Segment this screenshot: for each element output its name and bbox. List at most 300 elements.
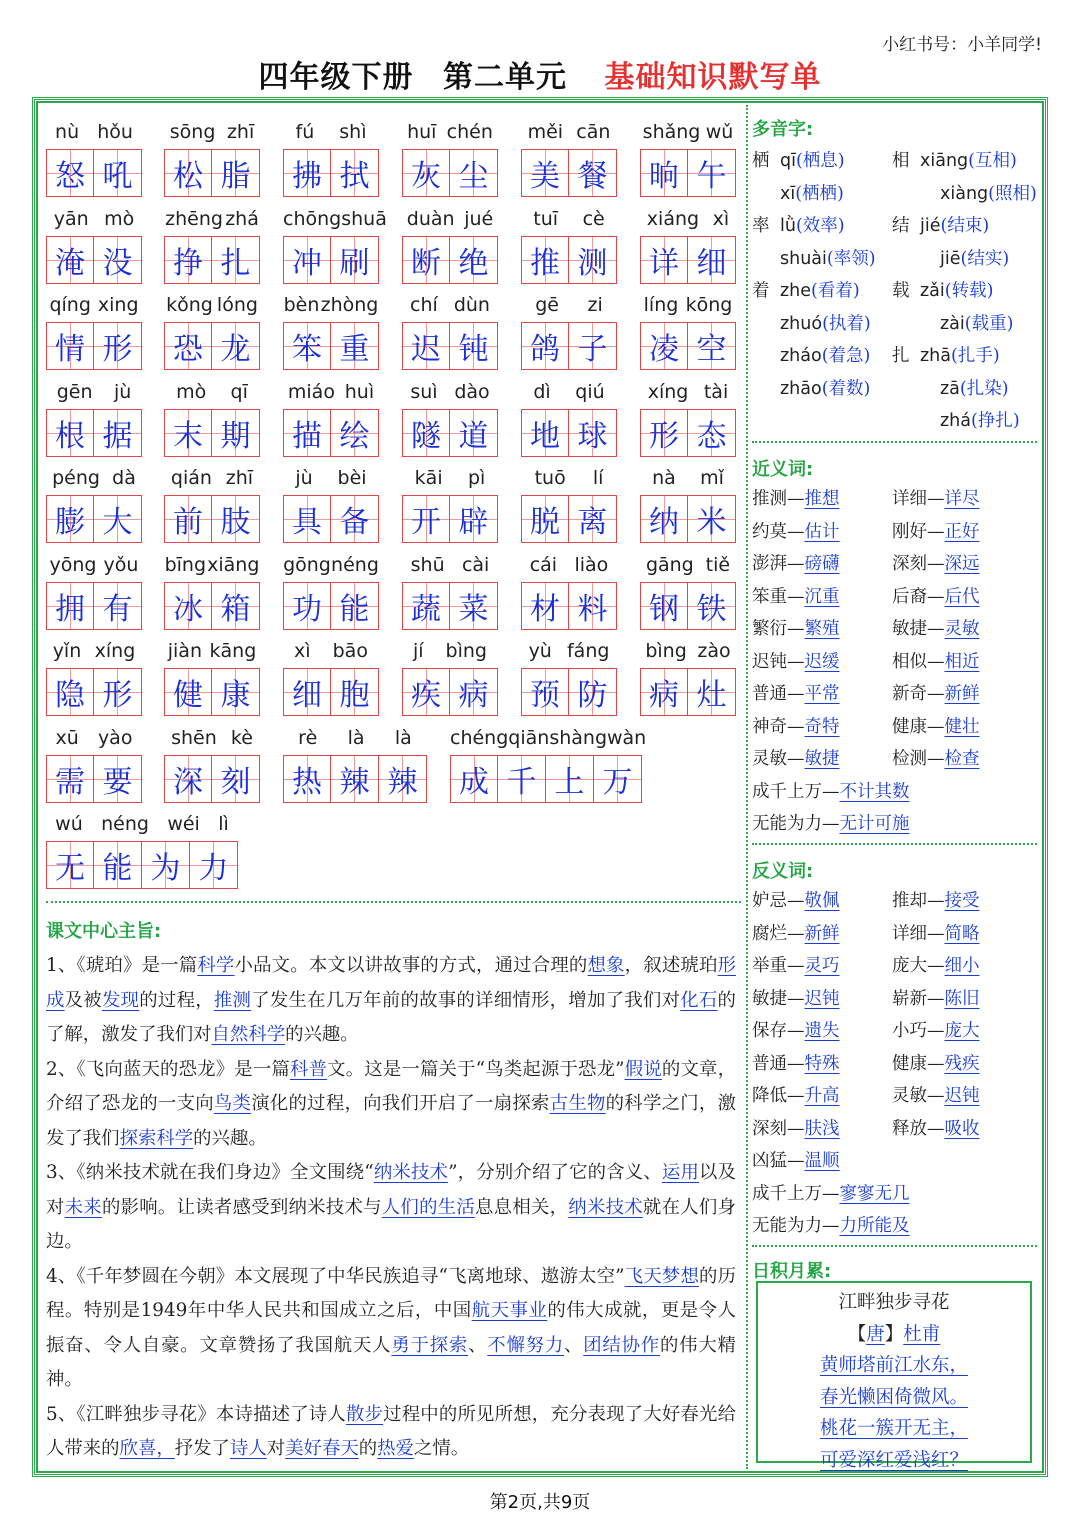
synonym-word: 迟钝 bbox=[752, 651, 787, 672]
hanzi-cell: 拂 bbox=[283, 149, 331, 197]
vocab-row bbox=[46, 121, 741, 208]
antonym-pair bbox=[892, 885, 980, 918]
vocab-word bbox=[402, 554, 498, 630]
paragraph-text: 文。这是一篇关于“鸟类起源于恐龙” bbox=[327, 1058, 625, 1080]
pinyin-syllable: lóng bbox=[216, 294, 258, 316]
hanzi-cell: 肢 bbox=[212, 495, 260, 543]
antonym-pair bbox=[892, 1015, 980, 1048]
pinyin-syllable: zào bbox=[697, 640, 731, 662]
synonym-pair bbox=[752, 776, 910, 809]
antonym-pair bbox=[752, 1015, 840, 1048]
vocab-boxes bbox=[164, 495, 260, 543]
vocab-word bbox=[283, 294, 379, 370]
poly-char: 扎 bbox=[892, 346, 910, 366]
poly-pinyin: zhá bbox=[940, 411, 972, 431]
hanzi-cell: 深 bbox=[164, 755, 212, 803]
vocab-boxes bbox=[521, 668, 617, 716]
vocab-word bbox=[521, 294, 617, 370]
keyword-blank: 团结协作 bbox=[583, 1334, 660, 1356]
hanzi-cell: 挣 bbox=[164, 236, 212, 284]
antonym-line bbox=[752, 983, 1037, 1016]
polyphonic-line bbox=[752, 308, 1037, 341]
synonym-word: 相似 bbox=[892, 651, 927, 672]
pinyin-syllable: yōng bbox=[49, 553, 97, 576]
hanzi-cell: 餐 bbox=[569, 149, 617, 197]
hanzi-cell: 预 bbox=[521, 668, 569, 716]
vocab-pinyin bbox=[640, 554, 736, 582]
pinyin-syllable: jué bbox=[464, 207, 494, 230]
dash: — bbox=[822, 814, 840, 834]
antonym-pair bbox=[892, 918, 980, 951]
pinyin-syllable: wàn bbox=[607, 726, 647, 749]
keyword-blank: 自然科学 bbox=[211, 1024, 286, 1045]
vocab-boxes bbox=[164, 582, 260, 630]
antonym-answer: 迟钝 bbox=[944, 1086, 980, 1106]
dash: — bbox=[787, 489, 805, 509]
hanzi-cell: 据 bbox=[94, 409, 142, 457]
vocab-pinyin bbox=[164, 640, 260, 668]
dash: — bbox=[927, 489, 945, 509]
hanzi-cell: 米 bbox=[688, 495, 736, 543]
title-unit: 第二单元 bbox=[443, 60, 567, 95]
hanzi-cell: 健 bbox=[164, 668, 212, 716]
vocab-boxes bbox=[640, 668, 736, 716]
pinyin-syllable: kāng bbox=[209, 640, 257, 662]
paragraph-text: 小品文。本文以讲故事的方式，通过合理的 bbox=[234, 955, 588, 976]
antonym-answer: 庞大 bbox=[944, 1021, 980, 1041]
paragraph-text: 之情。 bbox=[413, 1438, 470, 1459]
synonym-word: 新奇 bbox=[892, 684, 927, 704]
poly-word: (栖栖) bbox=[795, 183, 844, 204]
vocab-pinyin bbox=[402, 121, 498, 149]
pinyin-syllable: xiāng bbox=[207, 553, 260, 576]
page-number: 第2页,共9页 bbox=[489, 1492, 591, 1513]
paragraph-text: 、 bbox=[468, 1334, 488, 1356]
vocab-pinyin bbox=[164, 727, 260, 755]
pinyin-syllable: zi bbox=[587, 294, 603, 316]
antonym-answer: 寥寥无几 bbox=[839, 1183, 910, 1204]
synonym-word: 深刻 bbox=[892, 554, 927, 574]
pinyin-syllable: líng bbox=[643, 294, 679, 316]
hanzi-cell: 扎 bbox=[212, 236, 260, 284]
antonym-pair bbox=[752, 1080, 840, 1113]
bracket-open: 【 bbox=[847, 1323, 867, 1345]
vocab-boxes bbox=[402, 322, 498, 370]
synonym-line bbox=[752, 743, 1037, 776]
dash: — bbox=[787, 1021, 805, 1041]
vocab-word bbox=[164, 554, 260, 630]
antonym-pair bbox=[892, 1113, 980, 1146]
vocab-boxes bbox=[46, 322, 142, 370]
hanzi-cell: 菜 bbox=[450, 582, 498, 630]
polyphonic-section bbox=[752, 115, 1037, 438]
poem-author: 杜甫 bbox=[903, 1323, 941, 1345]
vocab-boxes bbox=[164, 149, 260, 197]
polyphonic-line bbox=[752, 178, 1037, 211]
vocab-word bbox=[402, 121, 498, 197]
antonym-word: 敏捷 bbox=[752, 988, 787, 1009]
vocab-word bbox=[164, 727, 260, 803]
theme-paragraph bbox=[46, 1260, 736, 1398]
vocab-word bbox=[521, 208, 617, 284]
vocab-boxes bbox=[402, 495, 498, 543]
hanzi-cell: 态 bbox=[688, 409, 736, 457]
pinyin-syllable: lì bbox=[218, 813, 229, 835]
vocab-word bbox=[640, 467, 736, 543]
vocab-boxes bbox=[283, 495, 379, 543]
polyphonic-entry bbox=[892, 145, 1017, 178]
pinyin-syllable: xì bbox=[294, 640, 311, 662]
synonym-line bbox=[752, 613, 1037, 646]
pinyin-syllable: cè bbox=[582, 207, 605, 230]
antonym-word: 崭新 bbox=[892, 988, 927, 1009]
pinyin-syllable: bāo bbox=[332, 640, 368, 662]
hanzi-cell: 成 bbox=[450, 755, 498, 803]
vocab-word bbox=[164, 467, 260, 543]
poly-word: (栖息) bbox=[795, 151, 845, 171]
vocab-boxes bbox=[283, 149, 379, 197]
antonym-pair bbox=[892, 950, 980, 983]
synonym-word: 澎湃 bbox=[752, 554, 787, 574]
vocab-boxes bbox=[46, 755, 142, 803]
pinyin-syllable: qiú bbox=[575, 380, 605, 403]
keyword-blank: 发现 bbox=[101, 989, 140, 1011]
vocab-boxes bbox=[283, 409, 379, 457]
antonym-word: 推却 bbox=[892, 891, 927, 911]
hanzi-cell: 重 bbox=[331, 322, 379, 370]
vocab-boxes bbox=[46, 409, 142, 457]
paragraph-text: 了发生在几万年前的故事的详细情形，增加了我们对 bbox=[251, 989, 681, 1011]
vocab-boxes bbox=[46, 495, 142, 543]
synonym-answer: 推想 bbox=[804, 489, 840, 509]
synonym-word: 笨重 bbox=[752, 586, 787, 607]
pinyin-syllable: duàn bbox=[406, 207, 455, 230]
vocab-boxes bbox=[521, 582, 617, 630]
antonym-pair bbox=[752, 1145, 840, 1178]
vocab-pinyin bbox=[640, 121, 736, 149]
pinyin-syllable: péng bbox=[52, 467, 100, 489]
vocab-pinyin bbox=[640, 381, 736, 409]
poem-lines bbox=[758, 1350, 1030, 1476]
poem-line bbox=[758, 1413, 1030, 1445]
vocab-word bbox=[283, 208, 387, 284]
keyword-blank: 探索科学 bbox=[119, 1127, 194, 1149]
antonym-line bbox=[752, 1113, 1037, 1146]
hanzi-cell: 具 bbox=[283, 495, 331, 543]
pinyin-syllable: chén bbox=[446, 121, 493, 143]
dash: — bbox=[787, 684, 805, 704]
daily-title: 日积月累: bbox=[752, 1261, 832, 1282]
vocab-pinyin bbox=[46, 121, 142, 149]
hanzi-cell: 为 bbox=[142, 841, 190, 889]
vocab-word bbox=[283, 640, 379, 716]
keyword-blank: 人们的生活 bbox=[381, 1196, 476, 1218]
antonym-answer: 新鲜 bbox=[804, 923, 840, 944]
vocab-row bbox=[46, 294, 741, 381]
dash: — bbox=[787, 521, 805, 542]
antonym-pair bbox=[752, 1048, 840, 1081]
hanzi-cell: 隐 bbox=[46, 668, 94, 716]
vocab-pinyin bbox=[283, 208, 387, 236]
pinyin-syllable: chōng bbox=[283, 207, 342, 230]
vocab-word bbox=[46, 813, 238, 889]
antonym-word: 深刻 bbox=[752, 1118, 787, 1139]
pinyin-syllable: xū bbox=[55, 726, 79, 749]
antonym-word: 举重 bbox=[752, 956, 787, 976]
synonym-answer: 无计可施 bbox=[839, 814, 910, 834]
keyword-blank: 古生物 bbox=[549, 1093, 606, 1114]
center-theme-title: 课文中心主旨: bbox=[46, 921, 162, 942]
pinyin-syllable: là bbox=[347, 726, 365, 749]
dash: — bbox=[927, 651, 945, 672]
dash: — bbox=[927, 554, 945, 574]
dash: — bbox=[787, 956, 805, 976]
synonym-word: 敏捷 bbox=[892, 619, 927, 639]
poly-word: (扎染) bbox=[959, 378, 1009, 399]
antonym-pair bbox=[892, 1048, 980, 1081]
paragraph-text: 的兴趣。 bbox=[285, 1024, 359, 1045]
antonym-answer: 温顺 bbox=[804, 1151, 840, 1171]
hanzi-cell: 冲 bbox=[283, 236, 331, 284]
vocab-pinyin bbox=[46, 381, 142, 409]
poly-word: (照相) bbox=[988, 183, 1037, 204]
paragraph-text: 1、《琥珀》是一篇 bbox=[46, 955, 198, 976]
vocab-word bbox=[402, 294, 498, 370]
poly-char: 栖 bbox=[752, 151, 770, 171]
polyphonic-entry bbox=[752, 340, 870, 373]
pinyin-syllable: dà bbox=[112, 467, 136, 489]
vocab-pinyin bbox=[46, 294, 142, 322]
antonym-word: 无能为力 bbox=[752, 1216, 822, 1236]
vocab-word bbox=[46, 640, 142, 716]
hanzi-cell: 辣 bbox=[331, 755, 379, 803]
vocab-word bbox=[402, 381, 498, 457]
bracket-close: 】 bbox=[884, 1323, 904, 1345]
antonym-pair bbox=[752, 1178, 910, 1211]
poly-char: 结 bbox=[892, 216, 910, 236]
antonyms-list bbox=[752, 885, 1037, 1243]
synonyms-section bbox=[752, 455, 1037, 841]
poem-box bbox=[756, 1281, 1032, 1471]
keyword-blank: 航天事业 bbox=[471, 1300, 548, 1321]
hanzi-cell: 有 bbox=[94, 582, 142, 630]
dash: — bbox=[927, 749, 945, 769]
hanzi-cell: 热 bbox=[283, 755, 331, 803]
hanzi-cell: 能 bbox=[94, 841, 142, 889]
antonym-word: 成千上万 bbox=[752, 1183, 822, 1204]
poem-dynasty: 唐 bbox=[866, 1323, 885, 1345]
synonyms-list bbox=[752, 483, 1037, 841]
hanzi-cell: 推 bbox=[521, 236, 569, 284]
synonym-line bbox=[752, 516, 1037, 549]
hanzi-cell: 功 bbox=[283, 582, 331, 630]
synonym-pair bbox=[892, 548, 980, 581]
vocab-pinyin bbox=[164, 554, 260, 582]
synonym-word: 普通 bbox=[752, 684, 787, 704]
poem-line-text: 桃花一簇开无主， bbox=[819, 1418, 968, 1439]
antonym-answer: 肤浅 bbox=[804, 1118, 840, 1139]
poly-pinyin: lǜ bbox=[780, 216, 796, 236]
vocab-boxes bbox=[450, 755, 646, 803]
antonym-pair bbox=[892, 983, 980, 1016]
vocab-word bbox=[46, 381, 142, 457]
vocab-boxes bbox=[402, 409, 498, 457]
pinyin-syllable: jù bbox=[113, 380, 132, 403]
pinyin-syllable: gē bbox=[535, 294, 559, 316]
antonym-answer: 残疾 bbox=[944, 1053, 980, 1074]
dash: — bbox=[927, 586, 945, 607]
pinyin-syllable: tiě bbox=[705, 553, 731, 576]
vocab-word bbox=[164, 640, 260, 716]
polyphonic-list bbox=[752, 145, 1037, 438]
hanzi-cell: 防 bbox=[569, 668, 617, 716]
pinyin-syllable: chéng bbox=[450, 726, 509, 749]
dash: — bbox=[927, 891, 945, 911]
synonym-answer: 正好 bbox=[944, 521, 980, 542]
vocab-boxes bbox=[283, 582, 379, 630]
poem-line-text: 黄师塔前江水东， bbox=[819, 1355, 968, 1376]
antonym-answer: 遗失 bbox=[804, 1021, 840, 1041]
pinyin-syllable: gēn bbox=[56, 380, 93, 403]
synonym-answer: 深远 bbox=[944, 554, 980, 574]
vocab-boxes bbox=[164, 322, 260, 370]
pinyin-syllable: yǐn bbox=[52, 640, 82, 662]
pinyin-syllable: shēn bbox=[171, 726, 217, 749]
hanzi-cell: 辟 bbox=[450, 495, 498, 543]
synonym-word: 刚好 bbox=[892, 521, 927, 542]
pinyin-syllable: dì bbox=[533, 380, 551, 403]
antonym-line bbox=[752, 1015, 1037, 1048]
pinyin-syllable: bìng bbox=[645, 640, 687, 662]
antonym-answer: 敬佩 bbox=[804, 891, 840, 911]
vocab-word bbox=[46, 554, 142, 630]
vocab-word bbox=[164, 121, 260, 197]
vocab-pinyin bbox=[283, 467, 379, 495]
dash: — bbox=[787, 586, 805, 607]
antonym-answer: 吸收 bbox=[944, 1118, 980, 1139]
pinyin-syllable: yān bbox=[53, 207, 89, 230]
section-divider bbox=[752, 843, 1037, 845]
vocab-word bbox=[164, 294, 260, 370]
hanzi-cell: 绝 bbox=[450, 236, 498, 284]
vocab-boxes bbox=[521, 236, 617, 284]
pinyin-syllable: suì bbox=[410, 380, 438, 403]
hanzi-cell: 前 bbox=[164, 495, 212, 543]
polyphonic-entry bbox=[912, 308, 1013, 341]
pinyin-syllable: xì bbox=[712, 207, 730, 230]
dash: — bbox=[927, 1021, 945, 1041]
vocab-boxes bbox=[402, 236, 498, 284]
dash: — bbox=[787, 554, 805, 574]
vocab-boxes bbox=[164, 755, 260, 803]
pinyin-syllable: shàng bbox=[549, 726, 607, 749]
title-topic: 基础知识默写单 bbox=[604, 60, 822, 95]
vocab-word bbox=[640, 121, 736, 197]
column-divider bbox=[746, 105, 748, 1469]
poem-line-text: 可爱深红爱浅红？ bbox=[819, 1449, 968, 1471]
keyword-blank: 美好春天 bbox=[285, 1438, 359, 1459]
paragraph-text: 2、《飞向蓝天的恐龙》是一篇 bbox=[46, 1058, 290, 1080]
hanzi-cell: 没 bbox=[94, 236, 142, 284]
vocab-word bbox=[164, 381, 260, 457]
pinyin-syllable: cài bbox=[461, 553, 490, 576]
synonym-word: 健康 bbox=[892, 716, 927, 737]
vocab-pinyin bbox=[521, 640, 617, 668]
synonym-answer: 相近 bbox=[944, 651, 980, 672]
pinyin-syllable: kǒng bbox=[166, 294, 213, 316]
synonym-pair bbox=[752, 743, 840, 776]
antonym-line bbox=[752, 1145, 1037, 1178]
pinyin-syllable: huī bbox=[407, 121, 437, 143]
poly-word: (互相) bbox=[968, 151, 1017, 171]
hanzi-cell: 淹 bbox=[46, 236, 94, 284]
vocab-boxes bbox=[283, 668, 379, 716]
hanzi-cell: 恐 bbox=[164, 322, 212, 370]
pinyin-syllable: fáng bbox=[566, 640, 610, 662]
hanzi-cell: 详 bbox=[640, 236, 688, 284]
hanzi-cell: 球 bbox=[569, 409, 617, 457]
vocab-pinyin bbox=[283, 294, 379, 322]
vocab-word bbox=[640, 381, 736, 457]
dash: — bbox=[787, 1151, 805, 1171]
synonym-pair bbox=[892, 711, 980, 744]
hanzi-cell: 午 bbox=[688, 149, 736, 197]
poem-line bbox=[758, 1445, 1030, 1477]
page-title bbox=[0, 52, 1080, 96]
synonym-line bbox=[752, 678, 1037, 711]
antonym-answer: 升高 bbox=[804, 1086, 840, 1106]
antonym-answer: 灵巧 bbox=[804, 956, 840, 976]
dash: — bbox=[787, 923, 805, 944]
polyphonic-entry bbox=[752, 243, 876, 276]
pinyin-syllable: shuā bbox=[341, 207, 387, 230]
vocab-word bbox=[521, 121, 617, 197]
synonym-pair bbox=[892, 581, 980, 614]
synonym-answer: 平常 bbox=[804, 684, 840, 704]
vocab-pinyin bbox=[283, 640, 379, 668]
poly-word: (效率) bbox=[795, 216, 845, 236]
hanzi-cell: 根 bbox=[46, 409, 94, 457]
antonym-answer: 细小 bbox=[944, 956, 980, 976]
antonym-word: 释放 bbox=[892, 1118, 927, 1139]
poly-word: (着急) bbox=[821, 346, 871, 366]
poly-pinyin: zhuó bbox=[780, 313, 823, 334]
paragraph-text: 就在人们身边。 bbox=[46, 1196, 736, 1252]
vocab-row bbox=[46, 813, 741, 900]
antonym-word: 详细 bbox=[892, 923, 927, 944]
pinyin-syllable: tuī bbox=[533, 207, 559, 230]
synonym-answer: 健壮 bbox=[944, 716, 980, 737]
hanzi-cell: 料 bbox=[569, 582, 617, 630]
synonym-word: 无能为力 bbox=[752, 814, 822, 834]
vocab-boxes bbox=[46, 149, 142, 197]
paragraph-text: 的文章，介绍了恐龙的一支向 bbox=[46, 1058, 736, 1114]
antonym-answer: 特殊 bbox=[804, 1053, 840, 1074]
vocab-pinyin bbox=[640, 294, 736, 322]
pinyin-syllable: tài bbox=[703, 380, 729, 403]
pinyin-syllable: tuō bbox=[534, 467, 566, 489]
keyword-blank: 纳米技术 bbox=[373, 1162, 449, 1183]
section-divider bbox=[46, 901, 741, 903]
vocab-word bbox=[402, 640, 498, 716]
vocab-word bbox=[283, 121, 379, 197]
pinyin-syllable: zhī bbox=[225, 467, 254, 489]
hanzi-cell: 大 bbox=[94, 495, 142, 543]
vocab-pinyin bbox=[283, 727, 427, 755]
poly-word: (结束) bbox=[940, 216, 990, 236]
poem-line-text: 春光懒困倚微风。 bbox=[819, 1386, 968, 1408]
hanzi-cell: 道 bbox=[450, 409, 498, 457]
